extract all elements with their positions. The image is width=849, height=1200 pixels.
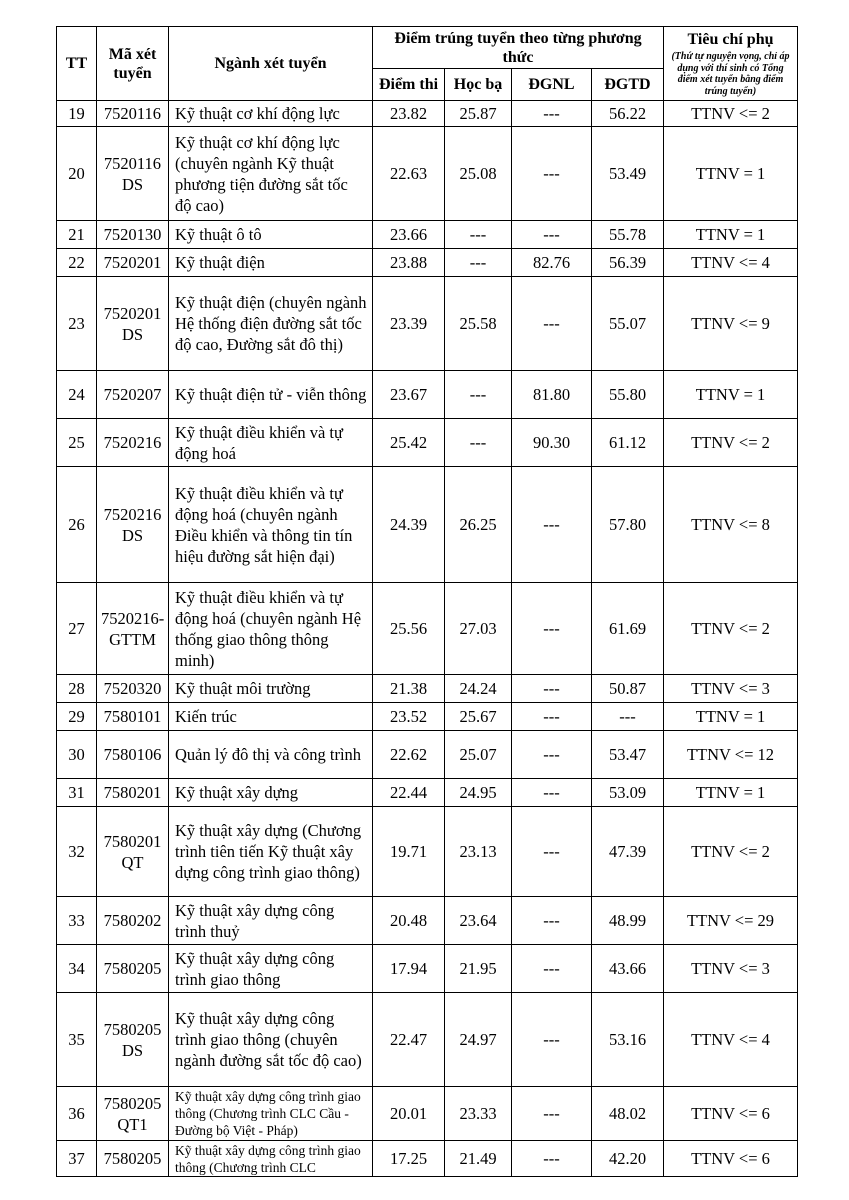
cell-hoc-ba: 23.33	[445, 1087, 512, 1141]
cell-diem-thi: 22.63	[373, 127, 445, 221]
cell-code: 7520201 DS	[97, 277, 169, 371]
cell-code: 7520130	[97, 221, 169, 249]
cell-dgnl: 90.30	[512, 419, 592, 467]
cell-nganh: Kỹ thuật xây dựng công trình giao thông (Chương trình CLC	[169, 1141, 373, 1177]
cell-dgnl: ---	[512, 993, 592, 1087]
cell-tt: 19	[57, 101, 97, 127]
cell-hoc-ba: 25.67	[445, 703, 512, 731]
header-nganh-xet-tuyen: Ngành xét tuyển	[169, 27, 373, 101]
table-row	[57, 101, 798, 127]
cell-tieu-chi-phu: TTNV <= 3	[664, 945, 798, 993]
cell-hoc-ba: 23.64	[445, 897, 512, 945]
cell-dgnl: ---	[512, 277, 592, 371]
cell-tt: 28	[57, 675, 97, 703]
cell-hoc-ba: ---	[445, 419, 512, 467]
cell-dgtd: 55.78	[592, 221, 664, 249]
header-ma-xet-tuyen: Mã xét tuyển	[97, 27, 169, 101]
table-row	[57, 675, 798, 703]
cell-tt: 23	[57, 277, 97, 371]
cell-dgtd: 48.02	[592, 1087, 664, 1141]
cell-nganh: Kiến trúc	[169, 703, 373, 731]
cell-tieu-chi-phu: TTNV <= 29	[664, 897, 798, 945]
table-row	[57, 807, 798, 897]
cell-dgtd: 56.22	[592, 101, 664, 127]
cell-dgnl: ---	[512, 703, 592, 731]
cell-tt: 27	[57, 583, 97, 675]
cell-nganh: Quản lý đô thị và công trình	[169, 731, 373, 779]
table-row	[57, 731, 798, 779]
cell-dgnl: ---	[512, 945, 592, 993]
cell-nganh: Kỹ thuật xây dựng công trình giao thông	[169, 945, 373, 993]
cell-code: 7520216	[97, 419, 169, 467]
cell-code: 7580205	[97, 1141, 169, 1177]
cell-nganh: Kỹ thuật xây dựng công trình giao thông (chuyên ngành đường sắt tốc độ cao)	[169, 993, 373, 1087]
cell-diem-thi: 23.82	[373, 101, 445, 127]
cell-dgtd: ---	[592, 703, 664, 731]
cell-diem-thi: 20.01	[373, 1087, 445, 1141]
cell-dgnl: ---	[512, 221, 592, 249]
table-row	[57, 467, 798, 583]
table-row	[57, 419, 798, 467]
cell-dgtd: 48.99	[592, 897, 664, 945]
cell-code: 7580201 QT	[97, 807, 169, 897]
cell-tieu-chi-phu: TTNV <= 4	[664, 249, 798, 277]
cell-nganh: Kỹ thuật môi trường	[169, 675, 373, 703]
header-tieu-chi-phu: Tiêu chí phụ	[687, 31, 774, 48]
table-row	[57, 127, 798, 221]
cell-tieu-chi-phu: TTNV = 1	[664, 703, 798, 731]
cell-hoc-ba: ---	[445, 249, 512, 277]
header-hoc-ba: Học bạ	[445, 69, 512, 101]
header-dgnl: ĐGNL	[512, 69, 592, 101]
cell-nganh: Kỹ thuật cơ khí động lực (chuyên ngành Kỹ thuật phương tiện đường sắt tốc độ cao)	[169, 127, 373, 221]
cell-code: 7520320	[97, 675, 169, 703]
table-row	[57, 897, 798, 945]
cell-hoc-ba: ---	[445, 371, 512, 419]
cell-tieu-chi-phu: TTNV <= 6	[664, 1087, 798, 1141]
cell-dgtd: 56.39	[592, 249, 664, 277]
cell-tt: 24	[57, 371, 97, 419]
cell-nganh: Kỹ thuật điện tử - viễn thông	[169, 371, 373, 419]
cell-dgtd: 61.69	[592, 583, 664, 675]
table-row	[57, 583, 798, 675]
cell-tt: 34	[57, 945, 97, 993]
cell-dgtd: 53.47	[592, 731, 664, 779]
cell-diem-thi: 22.62	[373, 731, 445, 779]
cell-nganh: Kỹ thuật điện	[169, 249, 373, 277]
header-diem-thi: Điểm thi	[373, 69, 445, 101]
cell-hoc-ba: ---	[445, 221, 512, 249]
cell-dgnl: ---	[512, 675, 592, 703]
cell-tieu-chi-phu: TTNV <= 8	[664, 467, 798, 583]
cell-dgtd: 47.39	[592, 807, 664, 897]
cell-hoc-ba: 21.49	[445, 1141, 512, 1177]
cell-dgtd: 42.20	[592, 1141, 664, 1177]
cell-hoc-ba: 23.13	[445, 807, 512, 897]
table-row	[57, 371, 798, 419]
cell-tieu-chi-phu: TTNV = 1	[664, 127, 798, 221]
cell-code: 7520201	[97, 249, 169, 277]
cell-code: 7580202	[97, 897, 169, 945]
cell-hoc-ba: 24.95	[445, 779, 512, 807]
cell-tt: 20	[57, 127, 97, 221]
cell-tieu-chi-phu: TTNV <= 12	[664, 731, 798, 779]
cell-tieu-chi-phu: TTNV <= 3	[664, 675, 798, 703]
cell-dgtd: 50.87	[592, 675, 664, 703]
cell-tieu-chi-phu: TTNV <= 2	[664, 583, 798, 675]
cell-dgnl: ---	[512, 101, 592, 127]
table-row	[57, 945, 798, 993]
cell-dgnl: ---	[512, 127, 592, 221]
cell-dgnl: ---	[512, 1141, 592, 1177]
admission-score-table	[56, 26, 798, 1177]
cell-code: 7520116 DS	[97, 127, 169, 221]
cell-dgnl: 82.76	[512, 249, 592, 277]
table-row	[57, 249, 798, 277]
cell-diem-thi: 23.52	[373, 703, 445, 731]
cell-code: 7580106	[97, 731, 169, 779]
table-row	[57, 779, 798, 807]
admission-score-table-page	[56, 26, 797, 1177]
cell-diem-thi: 24.39	[373, 467, 445, 583]
header-dgtd: ĐGTD	[592, 69, 664, 101]
cell-code: 7520216 DS	[97, 467, 169, 583]
cell-dgtd: 55.80	[592, 371, 664, 419]
cell-code: 7520116	[97, 101, 169, 127]
cell-diem-thi: 20.48	[373, 897, 445, 945]
cell-tt: 31	[57, 779, 97, 807]
cell-tt: 37	[57, 1141, 97, 1177]
cell-tieu-chi-phu: TTNV = 1	[664, 779, 798, 807]
cell-dgtd: 53.49	[592, 127, 664, 221]
cell-dgtd: 55.07	[592, 277, 664, 371]
cell-diem-thi: 21.38	[373, 675, 445, 703]
cell-nganh: Kỹ thuật điều khiển và tự động hoá (chuyên ngành Điều khiển và thông tin tín hiệu đường sắt hiện đại)	[169, 467, 373, 583]
cell-nganh: Kỹ thuật xây dựng	[169, 779, 373, 807]
cell-hoc-ba: 24.24	[445, 675, 512, 703]
cell-tieu-chi-phu: TTNV = 1	[664, 221, 798, 249]
table-row	[57, 221, 798, 249]
cell-nganh: Kỹ thuật xây dựng công trình thuỷ	[169, 897, 373, 945]
cell-nganh: Kỹ thuật điều khiển và tự động hoá	[169, 419, 373, 467]
cell-dgnl: ---	[512, 583, 592, 675]
cell-tt: 33	[57, 897, 97, 945]
cell-dgnl: ---	[512, 731, 592, 779]
cell-dgnl: ---	[512, 467, 592, 583]
cell-dgtd: 61.12	[592, 419, 664, 467]
cell-diem-thi: 17.25	[373, 1141, 445, 1177]
cell-dgnl: ---	[512, 897, 592, 945]
cell-dgnl: ---	[512, 807, 592, 897]
cell-dgtd: 57.80	[592, 467, 664, 583]
cell-code: 7580201	[97, 779, 169, 807]
cell-hoc-ba: 25.08	[445, 127, 512, 221]
cell-tt: 36	[57, 1087, 97, 1141]
cell-diem-thi: 23.66	[373, 221, 445, 249]
table-row	[57, 1087, 798, 1141]
cell-diem-thi: 23.67	[373, 371, 445, 419]
header-diem-trung-tuyen: Điểm trúng tuyển theo từng phương thức	[373, 27, 664, 69]
table-row	[57, 993, 798, 1087]
cell-dgnl: 81.80	[512, 371, 592, 419]
table-header	[57, 27, 798, 101]
cell-hoc-ba: 25.07	[445, 731, 512, 779]
header-tieu-chi-phu-cell	[664, 27, 798, 101]
cell-tt: 22	[57, 249, 97, 277]
cell-tieu-chi-phu: TTNV <= 9	[664, 277, 798, 371]
cell-diem-thi: 23.39	[373, 277, 445, 371]
cell-hoc-ba: 27.03	[445, 583, 512, 675]
cell-dgtd: 53.09	[592, 779, 664, 807]
cell-diem-thi: 22.47	[373, 993, 445, 1087]
cell-hoc-ba: 25.58	[445, 277, 512, 371]
cell-hoc-ba: 24.97	[445, 993, 512, 1087]
cell-tt: 25	[57, 419, 97, 467]
cell-dgtd: 53.16	[592, 993, 664, 1087]
cell-code: 7520207	[97, 371, 169, 419]
cell-diem-thi: 17.94	[373, 945, 445, 993]
cell-hoc-ba: 25.87	[445, 101, 512, 127]
cell-tt: 21	[57, 221, 97, 249]
cell-tieu-chi-phu: TTNV <= 6	[664, 1141, 798, 1177]
cell-code: 7520216-GTTM	[97, 583, 169, 675]
header-tt: TT	[57, 27, 97, 101]
cell-code: 7580205 DS	[97, 993, 169, 1087]
cell-tt: 35	[57, 993, 97, 1087]
cell-tieu-chi-phu: TTNV <= 4	[664, 993, 798, 1087]
cell-code: 7580205 QT1	[97, 1087, 169, 1141]
table-row	[57, 1141, 798, 1177]
cell-tt: 30	[57, 731, 97, 779]
cell-nganh: Kỹ thuật xây dựng (Chương trình tiên tiến Kỹ thuật xây dựng công trình giao thông)	[169, 807, 373, 897]
cell-diem-thi: 19.71	[373, 807, 445, 897]
cell-tieu-chi-phu: TTNV <= 2	[664, 807, 798, 897]
cell-tieu-chi-phu: TTNV <= 2	[664, 419, 798, 467]
cell-dgtd: 43.66	[592, 945, 664, 993]
cell-nganh: Kỹ thuật xây dựng công trình giao thông (Chương trình CLC Cầu - Đường bộ Việt - Pháp)	[169, 1087, 373, 1141]
cell-nganh: Kỹ thuật điện (chuyên ngành Hệ thống điện đường sắt tốc độ cao, Đường sắt đô thị)	[169, 277, 373, 371]
header-tieu-chi-phu-note: (Thứ tự nguyện vọng, chỉ áp dụng với thí sinh có Tổng điểm xét tuyển bằng điểm trúng tuyển)	[671, 51, 790, 97]
table-row	[57, 277, 798, 371]
cell-diem-thi: 25.42	[373, 419, 445, 467]
cell-tt: 29	[57, 703, 97, 731]
cell-tieu-chi-phu: TTNV = 1	[664, 371, 798, 419]
cell-tt: 26	[57, 467, 97, 583]
cell-dgnl: ---	[512, 779, 592, 807]
cell-code: 7580101	[97, 703, 169, 731]
cell-dgnl: ---	[512, 1087, 592, 1141]
table-body	[57, 101, 798, 1177]
cell-nganh: Kỹ thuật cơ khí động lực	[169, 101, 373, 127]
table-row	[57, 703, 798, 731]
cell-diem-thi: 22.44	[373, 779, 445, 807]
cell-hoc-ba: 21.95	[445, 945, 512, 993]
cell-diem-thi: 25.56	[373, 583, 445, 675]
cell-tt: 32	[57, 807, 97, 897]
cell-tieu-chi-phu: TTNV <= 2	[664, 101, 798, 127]
cell-code: 7580205	[97, 945, 169, 993]
cell-hoc-ba: 26.25	[445, 467, 512, 583]
cell-diem-thi: 23.88	[373, 249, 445, 277]
cell-nganh: Kỹ thuật ô tô	[169, 221, 373, 249]
cell-nganh: Kỹ thuật điều khiển và tự động hoá (chuyên ngành Hệ thống giao thông thông minh)	[169, 583, 373, 675]
